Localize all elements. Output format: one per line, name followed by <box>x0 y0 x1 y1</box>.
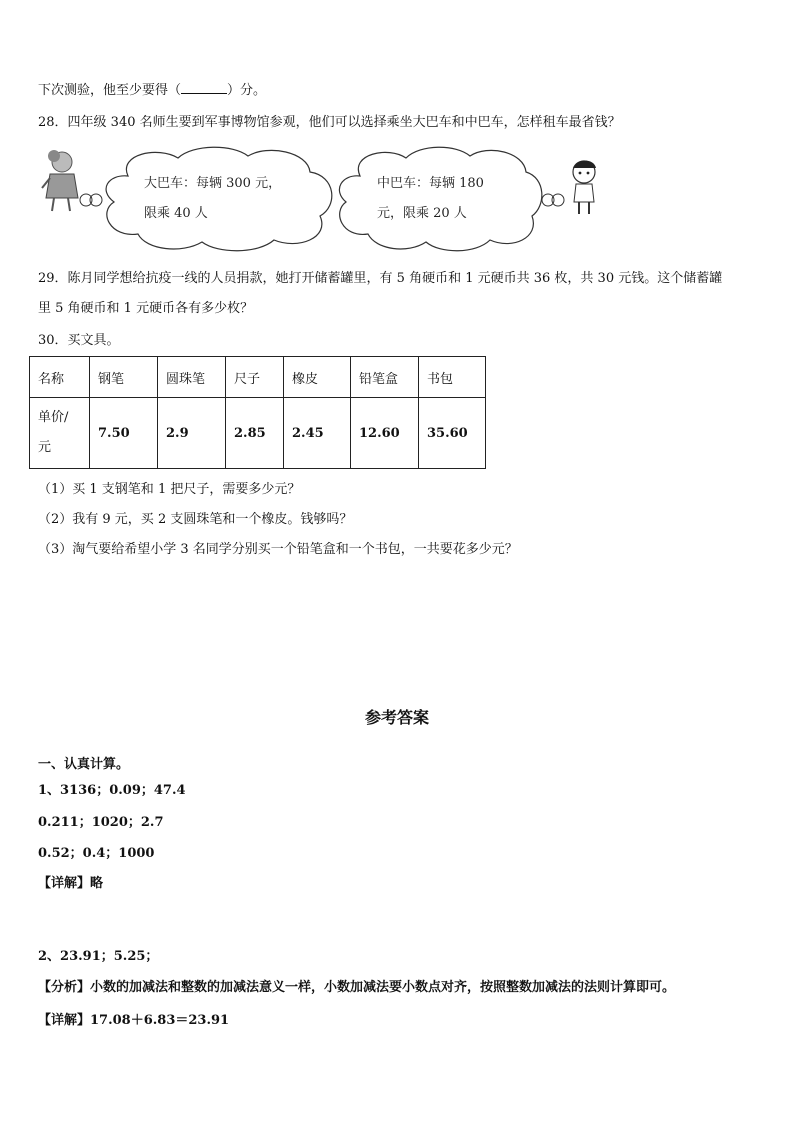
table-row-label: 单价/ 元 <box>30 398 90 469</box>
table-header-cell: 钢笔 <box>90 357 158 398</box>
answers-section-1: 一、认真计算。 <box>38 757 130 772</box>
big-bus-cloud <box>98 146 338 252</box>
question-30-sub3: （3）淘气要给希望小学 3 名同学分别买一个铅笔盒和一个书包，一共要花多少元？ <box>38 542 518 557</box>
answer-2-line1: 2、23.91；5.25； <box>38 949 159 964</box>
table-header-cell: 铅笔盒 <box>351 357 419 398</box>
thought-bubble-right-icon <box>538 190 568 210</box>
question-30-title: 30．买文具。 <box>38 333 120 348</box>
big-bus-price: 大巴车：每辆 300 元， <box>144 176 282 191</box>
answer-1-detail: 【详解】略 <box>38 876 104 891</box>
table-row <box>30 398 486 469</box>
answer-1-line1: 1、3136；0.09；47.4 <box>38 783 186 798</box>
table-cell: 7.50 <box>90 398 158 469</box>
table-header-cell: 圆珠笔 <box>158 357 226 398</box>
boy-figure-icon <box>566 158 602 216</box>
table-cell: 2.9 <box>158 398 226 469</box>
question-30-sub1: （1）买 1 支钢笔和 1 把尺子，需要多少元？ <box>38 482 301 497</box>
table-header-cell: 橡皮 <box>284 357 351 398</box>
mid-bus-price: 中巴车：每辆 180 <box>377 176 484 191</box>
table-cell: 2.85 <box>226 398 284 469</box>
question-29-line1: 29．陈月同学想给抗疫一线的人员捐款，她打开储蓄罐里，有 5 角硬币和 1 元硬币共 36 枚，共 30 元钱。这个储蓄罐 <box>38 271 723 286</box>
mid-bus-capacity: 元，限乘 20 人 <box>377 206 467 221</box>
table-cell: 35.60 <box>419 398 486 469</box>
question-30-sub2: （2）我有 9 元，买 2 支圆珠笔和一个橡皮。钱够吗？ <box>38 512 353 527</box>
question-28: 28．四年级 340 名师生要到军事博物馆参观，他们可以选择乘坐大巴车和中巴车，怎样租车最省钱？ <box>38 115 621 130</box>
answer-1-line2: 0.211；1020；2.7 <box>38 815 164 830</box>
girl-figure-icon <box>40 148 80 214</box>
table-header-cell: 书包 <box>419 357 486 398</box>
big-bus-capacity: 限乘 40 人 <box>144 206 208 221</box>
answer-1-line3: 0.52；0.4；1000 <box>38 846 155 861</box>
stationery-price-table <box>29 356 486 469</box>
table-header-cell: 尺子 <box>226 357 284 398</box>
table-cell: 12.60 <box>351 398 419 469</box>
answer-2-detail: 【详解】17.08＋6.83＝23.91 <box>38 1013 230 1028</box>
table-header-row <box>30 357 486 398</box>
answer-2-analysis: 【分析】小数的加减法和整数的加减法意义一样，小数加减法要小数点对齐，按照整数加减法的法则计算即可。 <box>38 980 676 995</box>
table-cell: 2.45 <box>284 398 351 469</box>
question-29-line2: 里 5 角硬币和 1 元硬币各有多少枚？ <box>38 301 254 316</box>
table-header-cell: 名称 <box>30 357 90 398</box>
answer-blank <box>181 81 227 94</box>
q27-tail: 下次测验，他至少要得（ ）分。 <box>38 83 267 98</box>
answers-heading: 参考答案 <box>364 708 429 727</box>
